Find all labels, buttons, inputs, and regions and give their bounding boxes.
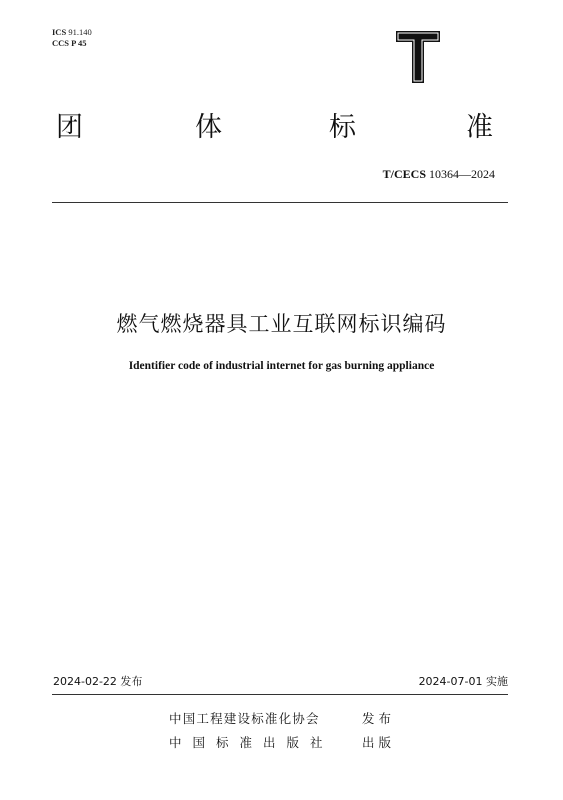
- issuer-row: [169, 711, 409, 727]
- bottom-divider: [52, 694, 508, 695]
- standard-type-char-4: 准: [466, 112, 493, 143]
- standard-type-char-1: 团: [56, 112, 83, 143]
- ics-code: ICS 91.140: [52, 27, 92, 37]
- classification-codes: [52, 27, 92, 49]
- issue-date: 2024-02-22 发布: [53, 675, 143, 688]
- top-divider: [52, 202, 508, 203]
- standard-number: T/CECS 10364—2024: [382, 167, 495, 181]
- implementation-date: 2024-07-01 实施: [418, 675, 508, 688]
- ccs-code: CCS P 45: [52, 38, 87, 48]
- issuer-role: 发布: [362, 711, 396, 726]
- title-chinese: 燃气燃烧器具工业互联网标识编码: [116, 312, 447, 336]
- standard-type-heading: [56, 112, 496, 144]
- publisher-name: 中国标准出版社: [169, 735, 334, 750]
- standard-type-char-3: 标: [329, 112, 356, 143]
- title-english: Identifier code of industrial internet for gas burning appliance: [128, 360, 435, 372]
- standard-type-letter: [394, 27, 442, 87]
- publisher-role: 出版: [362, 735, 396, 750]
- standard-type-char-2: 体: [195, 112, 222, 143]
- issuer-name: 中国工程建设标准化协会: [169, 711, 320, 726]
- publisher-row: [169, 735, 409, 751]
